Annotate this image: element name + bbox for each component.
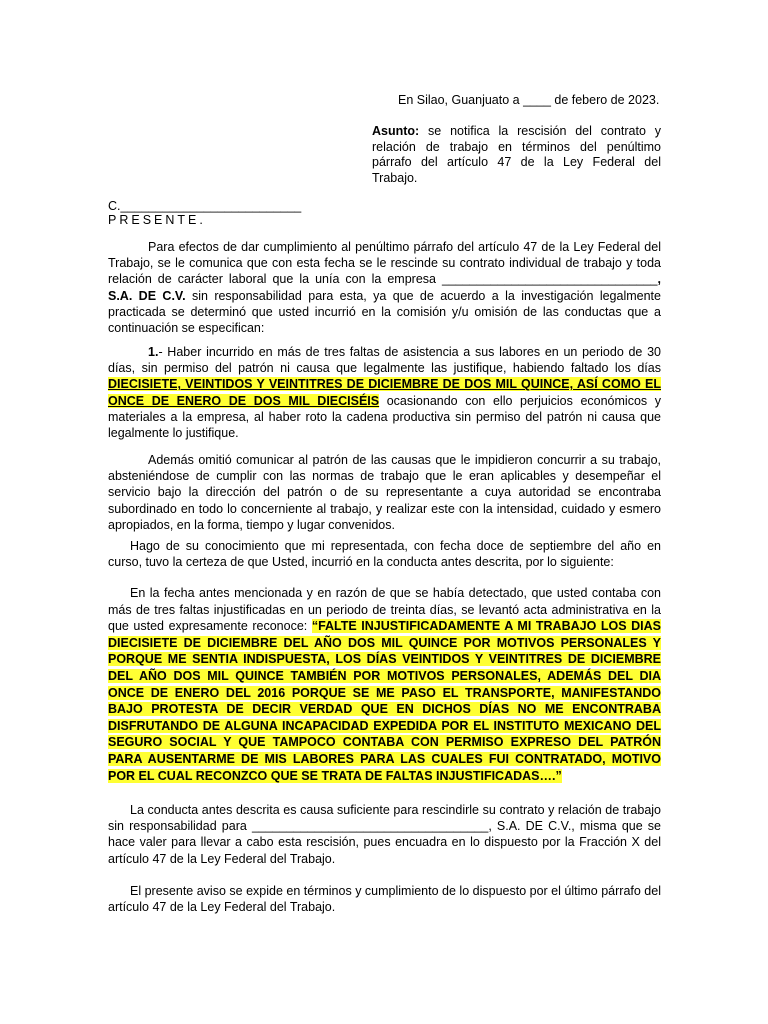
cause-blank: __________________________________ bbox=[251, 819, 489, 834]
cause-text-a: La conducta antes descrita es causa suficiente para rescindirle su contrato y relación de trabajo sin responsabilidad para bbox=[108, 803, 661, 834]
paragraph-intro bbox=[108, 239, 661, 336]
intro-text-a: Para efectos de dar cumplimiento al penúltimo párrafo del artículo 47 de la Ley Federal del Trabajo, se le comunica que con esta fecha se le rescinde su contrato individual de trabajo y toda relación de carácter laboral que la unía con la empresa bbox=[108, 240, 661, 287]
item-number: 1. bbox=[148, 345, 159, 359]
item-text-a: - Haber incurrido en más de tres faltas de asistencia a sus labores en un periodo de 30 días, sin permiso del patrón ni causa que legalmente las justifique, habiendo faltado los días bbox=[108, 345, 661, 376]
cause-text-b: , S.A. DE C.V., misma que se hace valer para llevar a cabo esta rescisión, pues encuadra en lo dispuesto por la Fracción X del artículo 47 de la Ley Federal del Trabajo. bbox=[108, 819, 662, 866]
intro-text-b: sin responsabilidad para esta, ya que de acuerdo a la investigación legalmente practicada se determinó que usted incurrió en la comisión y/u omisión de las conductas que a continuación se especifican: bbox=[108, 288, 661, 336]
knowledge-text: Hago de su conocimiento que mi representada, con fecha doce de septiembre del año en curso, tuvo la certeza de que Usted, incurrió en la conducta antes descrita, por lo siguiente: bbox=[108, 539, 661, 570]
company-suffix: S.A. DE C.V. bbox=[108, 288, 186, 303]
subject-block bbox=[372, 124, 661, 186]
closing-text: El presente aviso se expide en términos y cumplimiento de lo dispuesto por el último párrafo del artículo 47 de la Ley Federal del Trabajo. bbox=[108, 884, 661, 915]
addressee-blank: __________________________ bbox=[120, 199, 302, 213]
presente-heading: PRESENTE. bbox=[108, 213, 206, 227]
paragraph-closing bbox=[108, 883, 661, 915]
omission-text: Además omitió comunicar al patrón de las causas que le impidieron concurrir a su trabajo, absteniéndose de cumplir con las normas de trabajo que le eran aplicables y desempeñar el servicio bajo la dirección del patrón o de su representante a cuya autoridad se encontraba subordinado en todo lo concerniente al trabajo, y realizar este con la intensidad, cuidado y esmero apropiados, en la forma, tiempo y lugar convenidos. bbox=[108, 453, 661, 532]
addressee-prefix: C. bbox=[108, 199, 121, 213]
paragraph-cause bbox=[108, 802, 661, 867]
paragraph-omission bbox=[108, 452, 661, 533]
company-comma: , bbox=[657, 272, 661, 287]
paragraph-item-1 bbox=[108, 344, 661, 441]
item-highlight-dates: DIECISIETE, VEINTIDOS Y VEINTITRES DE DICIEMBRE DE DOS MIL QUINCE, ASÍ COMO EL ONCE DE ENERO DE DOS MIL DIECISÉIS bbox=[108, 377, 661, 408]
company-blank: _______________________________ bbox=[442, 272, 658, 287]
date-line: En Silao, Guanjuato a ____ de febero de 2023. bbox=[398, 93, 660, 107]
subject-label: Asunto: bbox=[372, 124, 420, 138]
addressee-block bbox=[108, 199, 301, 227]
addressee-line bbox=[108, 199, 301, 213]
acta-text: En la fecha antes mencionada y en razón de que se había detectado, que usted contaba con más de tres faltas injustificadas en un periodo de treinta días, se levantó acta administrativa en la que usted expresamente reconoce: bbox=[108, 586, 661, 634]
item-text-b: ocasionando con ello perjuicios económicos y materiales a la empresa, al haber roto la cadena productiva sin permiso del patrón ni causa que legalmente lo justifique. bbox=[108, 393, 661, 441]
paragraph-acta bbox=[108, 585, 661, 784]
acta-quote-highlight: “FALTE INJUSTIFICADAMENTE A MI TRABAJO LOS DIAS DIECISIETE DE DICIEMBRE DEL AÑO DOS MIL QUINCE POR MOTIVOS PERSONALES Y PORQUE ME SENTIA INDISPUESTA, LOS DÍAS VEINTIDOS Y VEINTITRES DE DICIEMBRE DEL AÑO DOS MIL QUINCE TAMBIÉN POR MOTIVOS PERSONALES, ADEMÁS DEL DIA ONCE DE ENERO DEL 2016 PORQUE SE ME PASO EL TRANSPORTE, MANIFESTANDO BAJO PROTESTA DE DECIR VERDAD QUE EN DICHOS DÍAS NO ME ENCONTRABA DISFRUTANDO DE ALGUNA INCAPACIDAD EXPEDIDA POR EL INSTITUTO MEXICANO DEL SEGURO SOCIAL Y QUE TAMPOCO CONTABA CON PERMISO EXPRESO DEL PATRÓN PARA AUSENTARME DE MIS LABORES PARA LAS CUALES FUI CONTRATADO, MOTIVO POR EL CUAL RECONZCO QUE SE TRATA DE FALTAS INJUSTIFICADAS….” bbox=[108, 619, 661, 783]
subject-text: se notifica la rescisión del contrato y relación de trabajo en términos del penúltimo párrafo del artículo 47 de la Ley Federal del Trabajo. bbox=[372, 124, 661, 185]
paragraph-knowledge bbox=[108, 538, 661, 570]
